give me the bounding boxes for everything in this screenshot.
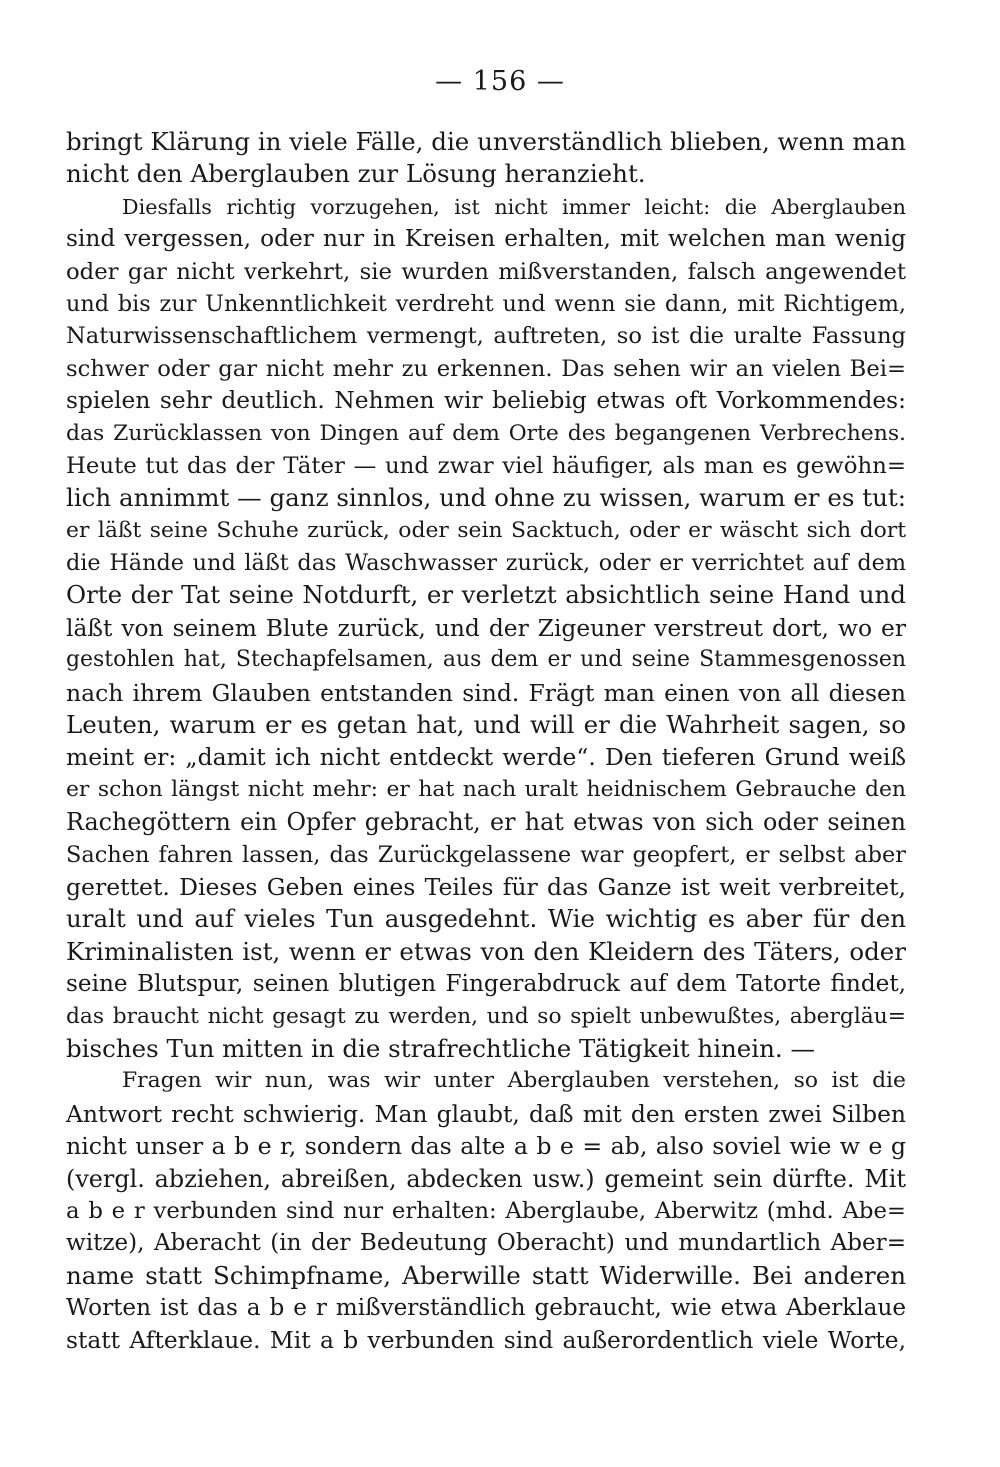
text-line: witze), Aberacht (in der Bedeutung Oberacht) und mundartlich Aber= — [66, 1230, 906, 1257]
text-line: schwer oder gar nicht mehr zu erkennen. Das sehen wir an vielen Bei= — [66, 355, 906, 382]
text-line: er läßt seine Schuhe zurück, oder sein Sacktuch, oder er wäscht sich dort — [66, 517, 906, 543]
body-text — [66, 126, 906, 1357]
text-line: Heute tut das der Täter — und zwar viel häufiger, als man es gewöhn= — [66, 452, 906, 479]
text-line: seine Blutspur, seinen blutigen Fingerabdruck auf dem Tatorte findet, — [66, 971, 906, 998]
text-line: gerettet. Dieses Geben eines Teiles für das Ganze ist weit verbreitet, — [66, 872, 906, 901]
text-line: name statt Schimpfname, Aberwille statt Widerwille. Bei anderen — [66, 1260, 906, 1290]
text-line: nicht den Aberglauben zur Lösung heranzieht. — [66, 159, 646, 189]
text-line: bisches Tun mitten in die strafrechtliche Tätigkeit hinein. — — [66, 1033, 815, 1063]
text-line: die Hände und läßt das Waschwasser zurück, oder er verrichtet auf dem — [66, 550, 906, 577]
text-line: meint er: „damit ich nicht entdeckt werde“. Den tieferen Grund weiß — [66, 743, 906, 772]
text-line: Antwort recht schwierig. Man glaubt, daß mit den ersten zwei Silben — [66, 1099, 906, 1128]
text-line: Naturwissenschaftlichem vermengt, auftreten, so ist die uralte Fassung — [66, 323, 906, 350]
text-line: a b e r verbunden sind nur erhalten: Aberglaube, Aberwitz (mhd. Abe= — [66, 1197, 906, 1224]
text-line: Worten ist das a b e r mißverständlich gebraucht, wie etwa Aberklaue — [66, 1295, 906, 1322]
text-line: spielen sehr deutlich. Nehmen wir beliebig etwas oft Vorkommendes: — [66, 387, 906, 415]
text-line: statt Afterklaue. Mit a b verbunden sind außerordentlich viele Worte, — [66, 1326, 906, 1355]
text-line: Kriminalisten ist, wenn er etwas von den Kleidern des Täters, oder — [66, 936, 906, 966]
text-line: Sachen fahren lassen, das Zurückgelassene war geopfert, er selbst aber — [66, 841, 906, 868]
text-line: Leuten, warum er es getan hat, und will er die Wahrheit sagen, so — [66, 710, 906, 740]
text-line: Orte der Tat seine Notdurft, er verletzt absichtlich seine Hand und — [66, 580, 906, 610]
text-line: (vergl. abziehen, abreißen, abdecken usw.) gemeint sein dürfte. Mit — [66, 1164, 906, 1193]
text-line: lich annimmt — ganz sinnlos, und ohne zu wissen, warum er es tut: — [66, 483, 906, 513]
text-line: bringt Klärung in viele Fälle, die unverständlich blieben, wenn man — [66, 127, 906, 156]
page-number: — 156 — — [435, 66, 565, 97]
text-line: das braucht nicht gesagt zu werden, und so spielt unbewußtes, abergläu= — [66, 1003, 906, 1029]
text-line: er schon längst nicht mehr: er hat nach uralt heidnischem Gebrauche den — [66, 776, 906, 802]
text-line: oder gar nicht verkehrt, sie wurden mißverstanden, falsch angewendet — [66, 258, 906, 285]
text-line: nach ihrem Glauben entstanden sind. Frägt man einen von all diesen — [66, 678, 906, 707]
text-line: und bis zur Unkenntlichkeit verdreht und wenn sie dann, mit Richtigem, — [66, 290, 906, 317]
text-line: uralt und auf vieles Tun ausgedehnt. Wie wichtig es aber für den — [66, 904, 906, 934]
text-line: nicht unser a b e r, sondern das alte a b e = ab, also soviel wie w e g — [66, 1132, 906, 1161]
text-line: läßt von seinem Blute zurück, und der Zigeuner verstreut dort, wo er — [66, 613, 906, 642]
text-line: Rachegöttern ein Opfer gebracht, er hat etwas von sich oder seinen — [66, 808, 906, 837]
text-line: gestohlen hat, Stechapfelsamen, aus dem er und seine Stammesgenossen — [66, 647, 906, 673]
text-line: sind vergessen, oder nur in Kreisen erhalten, mit welchen man wenig — [66, 225, 906, 253]
text-line: Diesfalls richtig vorzugehen, ist nicht immer leicht: die Aberglauben — [122, 194, 906, 219]
text-line: das Zurücklassen von Dingen auf dem Orte des begangenen Verbrechens. — [66, 420, 906, 446]
text-line: Fragen wir nun, was wir unter Aberglauben verstehen, so ist die — [122, 1068, 906, 1094]
